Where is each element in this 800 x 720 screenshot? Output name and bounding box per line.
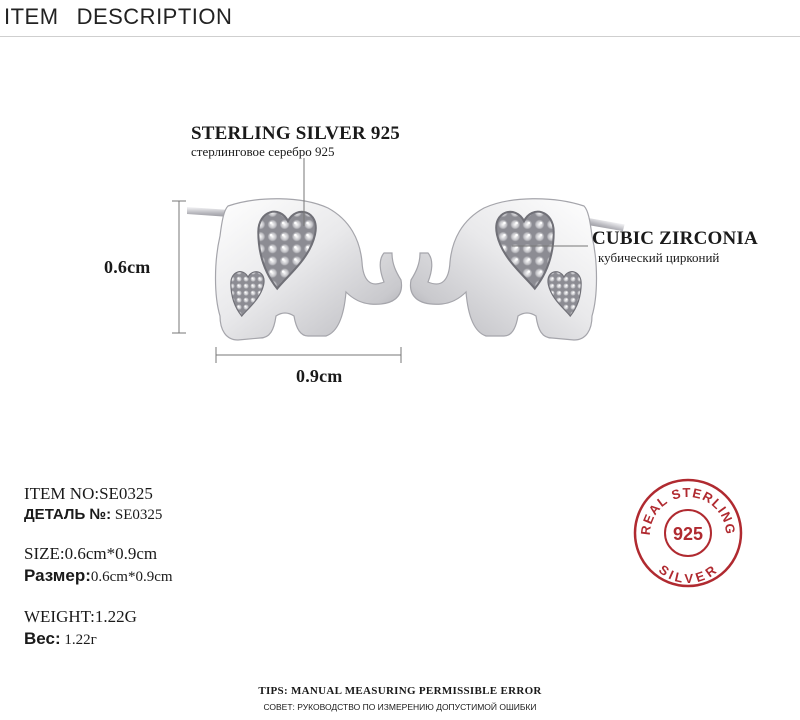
tips-ru: СОВЕТ: РУКОВОДСТВО ПО ИЗМЕРЕНИЮ ДОПУСТИМОЙ ОШИБКИ xyxy=(263,702,537,712)
title-description: DESCRIPTION xyxy=(76,4,233,29)
tips-en: TIPS: MANUAL MEASURING PERMISSIBLE ERROR xyxy=(258,685,542,697)
weight-ru-value: 1.22г xyxy=(60,632,97,648)
sterling-silver-925-stamp xyxy=(632,477,744,589)
item-number-ru-value: SE0325 xyxy=(111,507,163,523)
size-ru-label: Размер: xyxy=(24,566,91,585)
stone-label-en: CUBIC ZIRCONIA xyxy=(592,228,758,249)
left-earring xyxy=(187,199,402,340)
height-label: 0.6cm xyxy=(104,257,151,277)
item-number-ru xyxy=(24,506,162,524)
width-label: 0.9cm xyxy=(296,366,343,386)
item-number-ru-label: ДЕТАЛЬ №: xyxy=(24,506,112,523)
item-number-en: ITEM NO:SE0325 xyxy=(24,484,153,503)
stamp-top-text: REAL STERLING xyxy=(637,484,739,536)
stone-label-ru: кубический цирконий xyxy=(598,250,720,265)
stamp-number: 925 xyxy=(672,524,704,544)
weight-ru-label: Вес: xyxy=(24,629,61,648)
stamp-bottom-text: SILVER xyxy=(656,561,720,586)
material-label-ru: стерлинговое серебро 925 xyxy=(191,144,335,159)
height-dimension xyxy=(172,201,186,333)
width-dimension xyxy=(216,347,401,363)
title-item: ITEM xyxy=(4,4,59,29)
size-ru-value: 0.6cm*0.9cm xyxy=(90,569,173,585)
size-ru xyxy=(24,566,173,586)
size-en: SIZE:0.6cm*0.9cm xyxy=(24,544,158,563)
weight-ru xyxy=(24,629,97,649)
right-earring xyxy=(410,199,624,340)
weight-en: WEIGHT:1.22G xyxy=(24,607,137,626)
material-label-en: STERLING SILVER 925 xyxy=(191,123,401,144)
